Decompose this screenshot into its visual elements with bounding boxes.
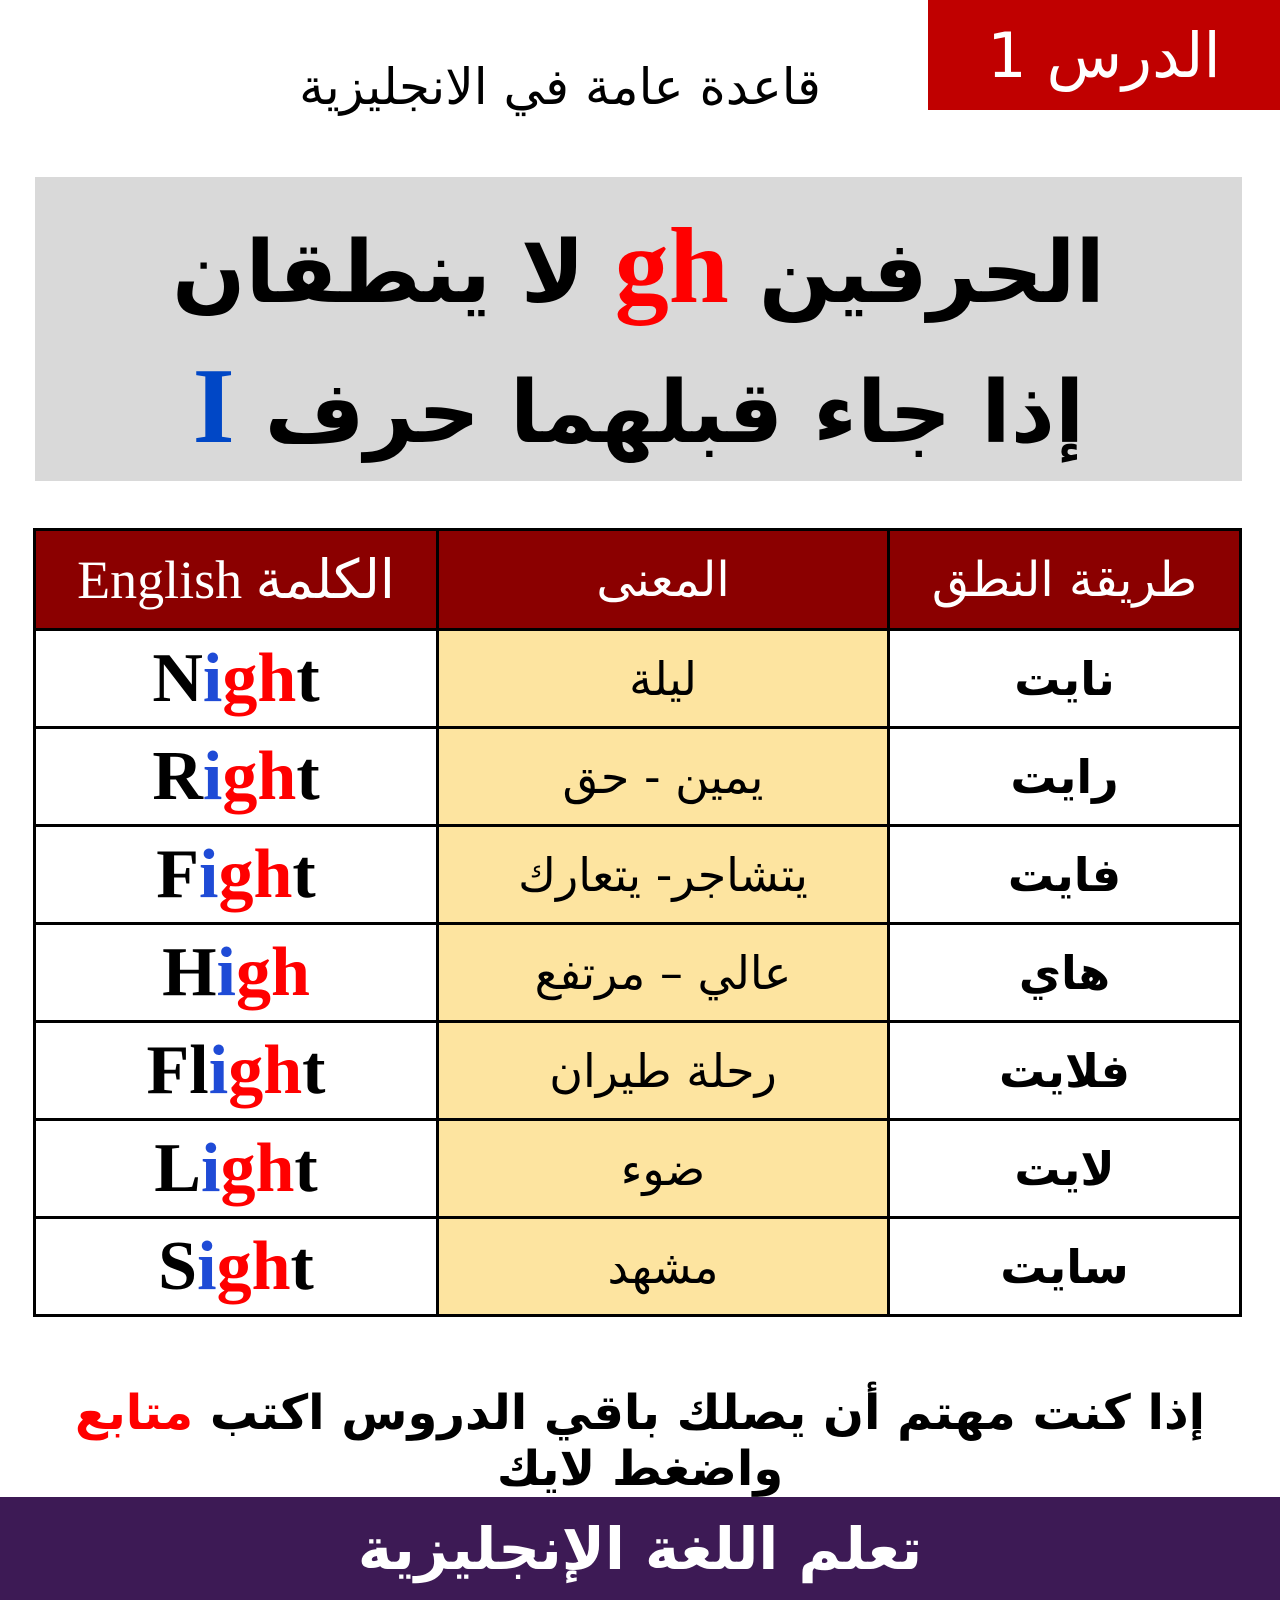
meaning-cell: مشهد [438,1218,889,1316]
english-word [35,1022,438,1120]
english-word [35,1218,438,1316]
word-part: t [290,1227,314,1305]
word-part: t [296,737,320,815]
meaning-cell: رحلة طيران [438,1022,889,1120]
rule-i-letter: I [192,347,235,466]
word-part-i: i [202,639,223,717]
word-part: F [156,835,200,913]
word-part: N [152,639,203,717]
pronunciation-cell: لايت [889,1120,1241,1218]
rule-line-2 [35,345,1242,469]
cta-text: إذا كنت مهتم أن يصلك باقي الدروس اكتب [209,1385,1206,1441]
word-part: H [162,933,217,1011]
meaning-cell: ليلة [438,630,889,728]
meaning-cell: عالي – مرتفع [438,924,889,1022]
word-part-i: i [201,1129,221,1207]
pronunciation-cell: فايت [889,826,1241,924]
page-subtitle: قاعدة عامة في الانجليزية [299,58,821,116]
word-part: R [152,737,203,815]
lesson-badge [928,0,1280,110]
table-row [35,826,1241,924]
pronunciation-cell: رايت [889,728,1241,826]
word-part-gh: gh [228,1031,303,1109]
words-table [33,528,1242,1317]
header-meaning: المعنى [438,530,889,630]
word-part: t [294,1129,318,1207]
word-part-gh: gh [220,1129,295,1207]
word-part: S [158,1227,198,1305]
word-part-gh: gh [218,835,293,913]
rule-box [35,177,1242,481]
header-pronunciation: طريقة النطق [889,530,1241,630]
word-part-i: i [199,835,219,913]
table-row [35,1120,1241,1218]
word-part-gh: gh [235,933,310,1011]
cta-highlight: متابع [74,1385,194,1441]
word-part-i: i [197,1227,217,1305]
english-word [35,728,438,826]
word-part: t [302,1031,326,1109]
table-row [35,924,1241,1022]
meaning-cell: ضوء [438,1120,889,1218]
word-part: t [292,835,316,913]
word-part-gh: gh [222,737,297,815]
meaning-cell: يتشاجر- يتعارك [438,826,889,924]
rule-text-part: لا ينطقان [172,223,585,323]
pronunciation-cell: سايت [889,1218,1241,1316]
english-word [35,924,438,1022]
pronunciation-cell: فلايت [889,1022,1241,1120]
footer-title: تعلم اللغة الإنجليزية [357,1514,923,1583]
english-word [35,630,438,728]
rule-gh-letters: gh [614,207,729,326]
word-part: Fl [146,1031,209,1109]
table-row [35,728,1241,826]
english-word [35,826,438,924]
english-word [35,1120,438,1218]
word-part-i: i [216,933,236,1011]
word-part-gh: gh [222,639,297,717]
table-row [35,1022,1241,1120]
word-part-i: i [202,737,223,815]
word-part: t [296,639,320,717]
pronunciation-cell: هاي [889,924,1241,1022]
table-row [35,1218,1241,1316]
rule-text-part: الحرفين [758,223,1105,323]
word-part: L [154,1129,201,1207]
table-row [35,630,1241,728]
rule-text-part: إذا جاء قبلهما حرف [264,363,1085,463]
meaning-cell: يمين - حق [438,728,889,826]
word-part-gh: gh [216,1227,291,1305]
word-part-i: i [208,1031,229,1109]
pronunciation-cell: نايت [889,630,1241,728]
table-header-row [35,530,1241,630]
cta-text: واضغط لايك [496,1441,784,1497]
footer-bar [0,1497,1280,1600]
lesson-label: الدرس 1 [987,18,1221,92]
rule-line-1 [35,205,1242,329]
header-word: الكلمة English [35,530,438,630]
follow-call-to-action [0,1385,1280,1497]
